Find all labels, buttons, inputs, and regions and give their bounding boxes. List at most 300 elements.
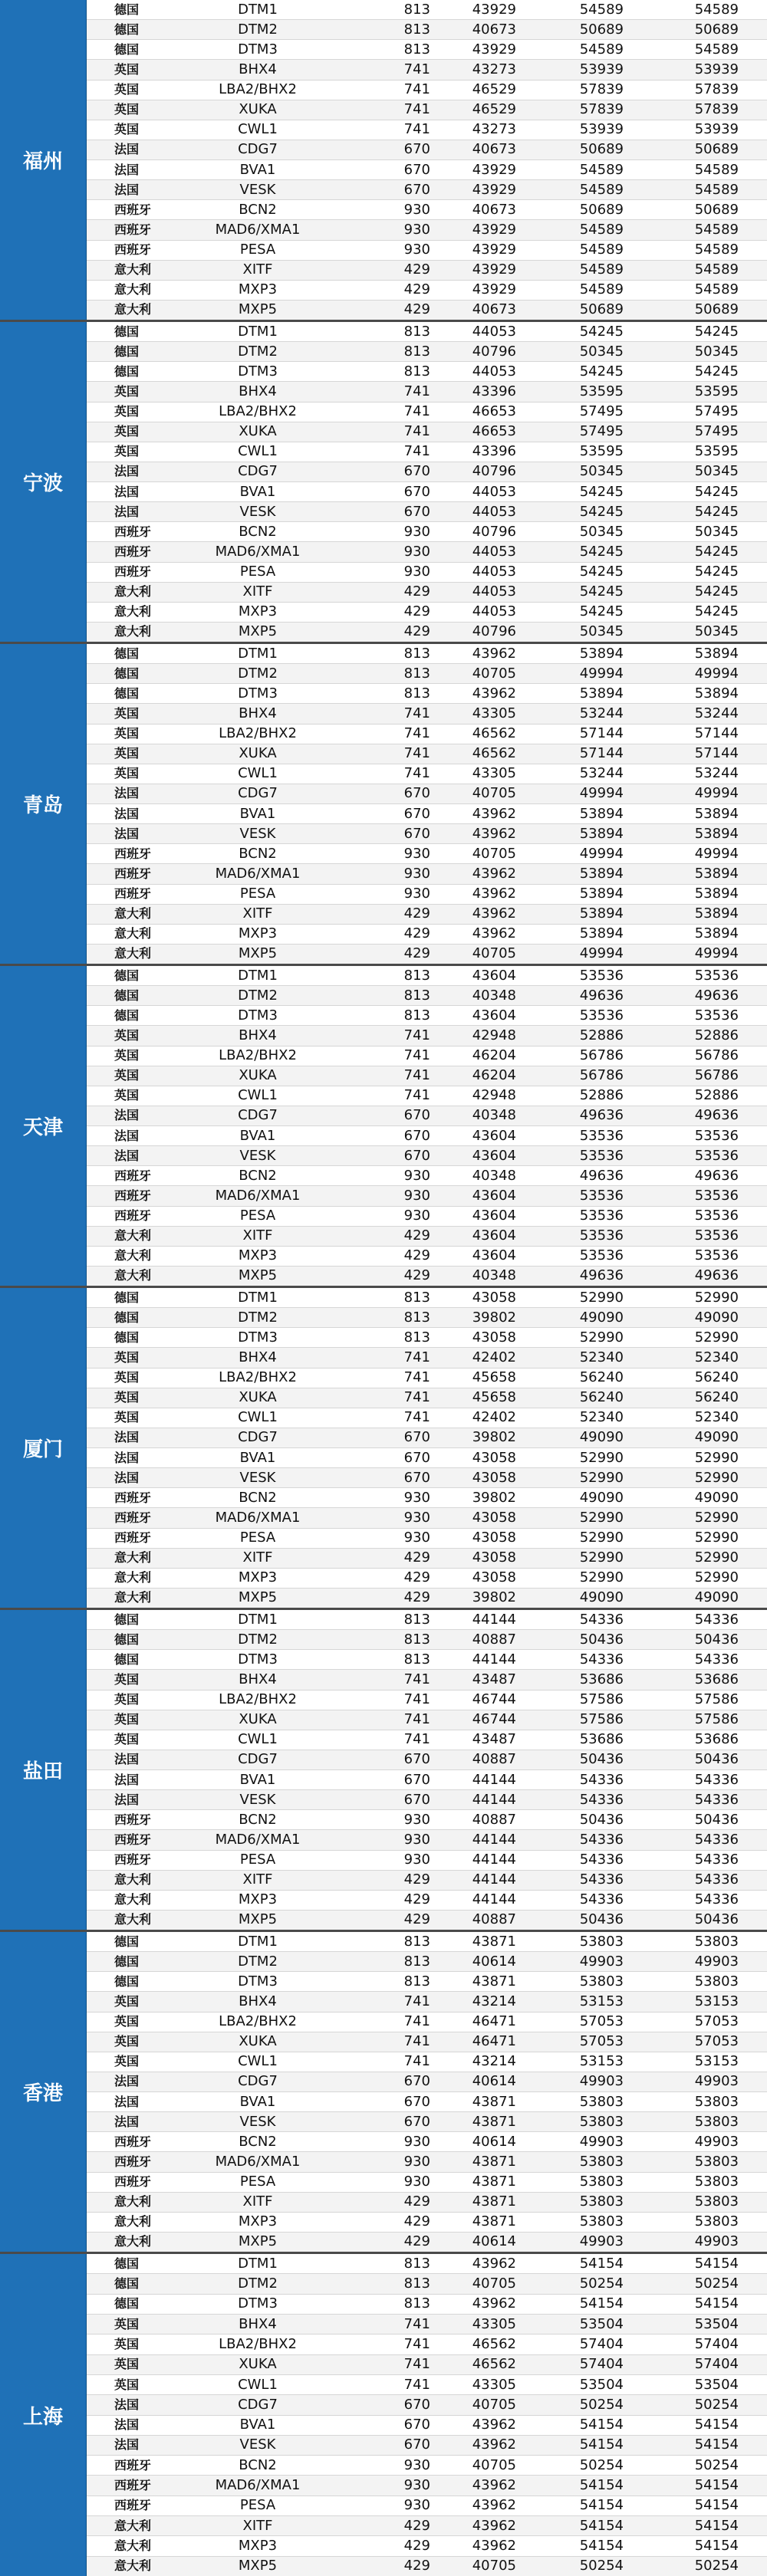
warehouse-code-cell: MXP3 (238, 281, 278, 298)
value-cell-1: 741 (403, 725, 430, 742)
table-row (87, 1691, 767, 1710)
table-row (87, 1851, 767, 1871)
table-row (87, 200, 767, 220)
value-cell-3: 53894 (579, 925, 624, 942)
value-cell-2: 40614 (472, 2133, 516, 2150)
value-cell-2: 43058 (472, 1530, 516, 1546)
warehouse-code-cell: XUKA (239, 101, 277, 118)
value-cell-1: 429 (403, 1871, 430, 1888)
value-cell-2: 43604 (472, 967, 516, 984)
city-block (0, 0, 767, 322)
table-row (87, 2496, 767, 2516)
value-cell-4: 57053 (694, 2033, 739, 2050)
value-cell-3: 49090 (579, 1429, 624, 1446)
value-cell-4: 53894 (694, 805, 739, 822)
country-cell: 西班牙 (114, 544, 152, 559)
warehouse-code-cell: DTM2 (238, 987, 278, 1004)
table-row (87, 1871, 767, 1891)
value-cell-2: 40673 (472, 301, 516, 318)
value-cell-2: 43929 (472, 181, 516, 198)
value-cell-3: 49994 (579, 945, 624, 962)
country-cell: 意大利 (114, 624, 152, 639)
country-cell: 西班牙 (114, 1812, 152, 1827)
value-cell-3: 53894 (579, 805, 624, 822)
warehouse-code-cell: MXP5 (238, 1267, 278, 1284)
warehouse-code-cell: MAD6/XMA1 (215, 221, 301, 238)
warehouse-code-cell: DTM3 (238, 685, 278, 702)
value-cell-1: 429 (403, 2538, 430, 2555)
country-cell: 西班牙 (114, 2134, 152, 2149)
value-cell-3: 54245 (579, 564, 624, 580)
table-row (87, 2052, 767, 2072)
value-cell-3: 50254 (579, 2275, 624, 2292)
country-cell: 意大利 (114, 1268, 152, 1283)
value-cell-1: 741 (403, 1409, 430, 1426)
value-cell-4: 54245 (694, 323, 739, 340)
value-cell-3: 53939 (579, 121, 624, 138)
value-cell-2: 46471 (472, 2033, 516, 2050)
country-cell: 法国 (114, 1792, 140, 1807)
warehouse-code-cell: MXP3 (238, 1891, 278, 1908)
value-cell-4: 49090 (694, 1489, 739, 1506)
value-cell-3: 53803 (579, 2213, 624, 2230)
table-row (87, 1227, 767, 1247)
value-cell-3: 52340 (579, 1349, 624, 1365)
value-cell-1: 741 (403, 423, 430, 440)
value-cell-2: 40614 (472, 2233, 516, 2250)
value-cell-2: 40673 (472, 201, 516, 218)
city-rows (87, 966, 767, 1286)
value-cell-4: 54245 (694, 564, 739, 580)
value-cell-2: 39802 (472, 1489, 516, 1506)
value-cell-2: 40796 (472, 343, 516, 360)
country-cell: 英国 (114, 705, 140, 721)
value-cell-1: 429 (403, 281, 430, 298)
value-cell-3: 49636 (579, 987, 624, 1004)
value-cell-4: 53504 (694, 2315, 739, 2332)
value-cell-2: 44053 (472, 603, 516, 620)
value-cell-2: 44144 (472, 1871, 516, 1888)
city-rows (87, 644, 767, 964)
value-cell-3: 49994 (579, 785, 624, 802)
value-cell-1: 930 (403, 1852, 430, 1868)
value-cell-1: 813 (403, 21, 430, 38)
warehouse-code-cell: CWL1 (238, 2053, 278, 2070)
value-cell-4: 50254 (694, 2275, 739, 2292)
country-cell: 英国 (114, 1712, 140, 1727)
value-cell-2: 44053 (472, 363, 516, 380)
table-row (87, 2416, 767, 2436)
value-cell-3: 53686 (579, 1731, 624, 1748)
value-cell-1: 429 (403, 1891, 430, 1908)
value-cell-4: 49090 (694, 1429, 739, 1446)
value-cell-2: 46744 (472, 1711, 516, 1728)
value-cell-4: 54154 (694, 2538, 739, 2555)
value-cell-2: 43929 (472, 1, 516, 18)
value-cell-3: 49636 (579, 1267, 624, 1284)
value-cell-4: 52990 (694, 1329, 739, 1346)
value-cell-1: 930 (403, 1831, 430, 1848)
value-cell-2: 40705 (472, 845, 516, 862)
value-cell-3: 53153 (579, 1993, 624, 2009)
warehouse-code-cell: PESA (239, 242, 276, 258)
city-name: 青岛 (0, 644, 87, 964)
value-cell-3: 54245 (579, 483, 624, 500)
country-cell: 意大利 (114, 1590, 152, 1605)
value-cell-4: 53803 (694, 2213, 739, 2230)
table-row (87, 1710, 767, 1730)
value-cell-3: 49090 (579, 1589, 624, 1606)
warehouse-code-cell: CDG7 (238, 141, 278, 158)
country-cell: 意大利 (114, 2538, 152, 2554)
value-cell-2: 43929 (472, 281, 516, 298)
value-cell-3: 52990 (579, 1329, 624, 1346)
warehouse-code-cell: MAD6/XMA1 (215, 1187, 301, 1204)
value-cell-3: 53803 (579, 1973, 624, 1990)
value-cell-1: 741 (403, 1711, 430, 1728)
table-row (87, 1428, 767, 1448)
value-cell-4: 49994 (694, 945, 739, 962)
warehouse-code-cell: CWL1 (238, 443, 278, 460)
table-row (87, 664, 767, 684)
country-cell: 英国 (114, 1671, 140, 1687)
table-row (87, 1408, 767, 1428)
country-cell: 英国 (114, 1370, 140, 1385)
value-cell-3: 54245 (579, 363, 624, 380)
table-row (87, 744, 767, 764)
table-row (87, 2375, 767, 2395)
warehouse-code-cell: BHX4 (239, 1671, 277, 1687)
value-cell-4: 49090 (694, 1309, 739, 1326)
value-cell-2: 43929 (472, 221, 516, 238)
value-cell-3: 52886 (579, 1087, 624, 1104)
value-cell-1: 741 (403, 1067, 430, 1084)
table-row (87, 1126, 767, 1146)
value-cell-3: 56240 (579, 1369, 624, 1386)
warehouse-code-cell: DTM2 (238, 665, 278, 682)
value-cell-1: 813 (403, 1289, 430, 1306)
country-cell: 意大利 (114, 584, 152, 600)
value-cell-4: 52990 (694, 1449, 739, 1466)
table-row (87, 1006, 767, 1026)
value-cell-1: 741 (403, 383, 430, 399)
value-cell-2: 40348 (472, 987, 516, 1004)
value-cell-3: 53894 (579, 865, 624, 882)
warehouse-code-cell: BVA1 (239, 2093, 276, 2110)
table-row (87, 1166, 767, 1186)
value-cell-2: 43871 (472, 2193, 516, 2210)
value-cell-3: 54589 (579, 281, 624, 298)
table-row (87, 2193, 767, 2213)
table-row (87, 2516, 767, 2536)
value-cell-2: 46204 (472, 1067, 516, 1084)
city-block (0, 1932, 767, 2254)
country-cell: 德国 (114, 41, 140, 57)
value-cell-3: 57144 (579, 725, 624, 742)
value-cell-1: 429 (403, 2517, 430, 2534)
country-cell: 英国 (114, 404, 140, 419)
warehouse-code-cell: DTM3 (238, 1007, 278, 1024)
value-cell-4: 49994 (694, 785, 739, 802)
table-row (87, 704, 767, 724)
value-cell-3: 54589 (579, 261, 624, 278)
warehouse-code-cell: VESK (239, 503, 276, 520)
value-cell-1: 930 (403, 1187, 430, 1204)
country-cell: 德国 (114, 2275, 140, 2291)
value-cell-4: 57839 (694, 81, 739, 98)
warehouse-code-cell: BVA1 (239, 1127, 276, 1144)
country-cell: 西班牙 (114, 2174, 152, 2190)
value-cell-2: 42402 (472, 1349, 516, 1365)
warehouse-code-cell: DTM2 (238, 2275, 278, 2292)
value-cell-3: 53803 (579, 2113, 624, 2130)
value-cell-3: 54336 (579, 1791, 624, 1808)
value-cell-2: 43871 (472, 2113, 516, 2130)
value-cell-4: 57144 (694, 745, 739, 762)
value-cell-4: 52340 (694, 1409, 739, 1426)
value-cell-3: 53536 (579, 1147, 624, 1164)
value-cell-2: 43487 (472, 1731, 516, 1748)
value-cell-1: 741 (403, 1369, 430, 1386)
warehouse-code-cell: LBA2/BHX2 (219, 1369, 297, 1386)
value-cell-2: 43962 (472, 2497, 516, 2514)
value-cell-3: 49994 (579, 845, 624, 862)
value-cell-1: 813 (403, 1953, 430, 1970)
table-row (87, 542, 767, 562)
country-cell: 法国 (114, 182, 140, 197)
value-cell-3: 54154 (579, 2255, 624, 2272)
warehouse-code-cell: MXP5 (238, 2233, 278, 2250)
country-cell: 法国 (114, 2417, 140, 2433)
table-row (87, 301, 767, 320)
country-cell: 德国 (114, 1612, 140, 1627)
value-cell-4: 50689 (694, 201, 739, 218)
table-row (87, 1086, 767, 1106)
value-cell-1: 741 (403, 1027, 430, 1043)
value-cell-2: 40796 (472, 463, 516, 480)
table-row (87, 2013, 767, 2032)
country-cell: 德国 (114, 21, 140, 37)
value-cell-2: 46562 (472, 725, 516, 742)
value-cell-1: 429 (403, 1911, 430, 1928)
value-cell-2: 43962 (472, 2538, 516, 2555)
warehouse-code-cell: DTM1 (238, 1289, 278, 1306)
warehouse-code-cell: XITF (242, 1871, 273, 1888)
warehouse-code-cell: VESK (239, 2436, 276, 2453)
value-cell-1: 670 (403, 1429, 430, 1446)
value-cell-4: 50254 (694, 2456, 739, 2473)
table-row (87, 1308, 767, 1328)
value-cell-4: 53803 (694, 2093, 739, 2110)
table-row (87, 804, 767, 824)
table-row (87, 2112, 767, 2132)
warehouse-code-cell: LBA2/BHX2 (219, 1047, 297, 1064)
value-cell-4: 56240 (694, 1369, 739, 1386)
value-cell-2: 43962 (472, 2517, 516, 2534)
value-cell-4: 49903 (694, 1953, 739, 1970)
warehouse-code-cell: BVA1 (239, 805, 276, 822)
table-row (87, 1670, 767, 1690)
country-cell: 法国 (114, 504, 140, 519)
country-cell: 意大利 (114, 1550, 152, 1566)
value-cell-2: 43305 (472, 2376, 516, 2393)
country-cell: 英国 (114, 2014, 140, 2029)
warehouse-code-cell: XUKA (239, 745, 277, 762)
value-cell-2: 46562 (472, 745, 516, 762)
warehouse-code-cell: BVA1 (239, 161, 276, 178)
table-row (87, 281, 767, 301)
table-row (87, 1026, 767, 1046)
value-cell-1: 670 (403, 1449, 430, 1466)
value-cell-2: 42948 (472, 1087, 516, 1104)
table-row (87, 1750, 767, 1770)
value-cell-3: 54154 (579, 2538, 624, 2555)
warehouse-code-cell: DTM1 (238, 1611, 278, 1628)
table-row (87, 1549, 767, 1569)
warehouse-code-cell: PESA (239, 1530, 276, 1546)
value-cell-2: 42948 (472, 1027, 516, 1043)
value-cell-3: 50254 (579, 2396, 624, 2413)
value-cell-1: 813 (403, 1973, 430, 1990)
value-cell-4: 54336 (694, 1791, 739, 1808)
warehouse-code-cell: CWL1 (238, 765, 278, 782)
value-cell-1: 930 (403, 221, 430, 238)
value-cell-2: 43962 (472, 2295, 516, 2312)
country-cell: 英国 (114, 102, 140, 117)
value-cell-2: 44144 (472, 1852, 516, 1868)
country-cell: 法国 (114, 2074, 140, 2089)
table-row (87, 2173, 767, 2193)
value-cell-4: 53939 (694, 121, 739, 138)
warehouse-code-cell: BCN2 (239, 845, 277, 862)
country-cell: 法国 (114, 2437, 140, 2453)
value-cell-2: 44144 (472, 1891, 516, 1908)
value-cell-1: 741 (403, 745, 430, 762)
country-cell: 法国 (114, 1430, 140, 1445)
value-cell-3: 54336 (579, 1611, 624, 1628)
value-cell-4: 53803 (694, 1933, 739, 1950)
value-cell-1: 930 (403, 523, 430, 540)
city-name: 厦门 (0, 1288, 87, 1608)
value-cell-4: 54336 (694, 1611, 739, 1628)
value-cell-2: 46471 (472, 2013, 516, 2030)
value-cell-1: 429 (403, 623, 430, 640)
country-cell: 英国 (114, 444, 140, 459)
warehouse-code-cell: MAD6/XMA1 (215, 2477, 301, 2494)
warehouse-code-cell: BHX4 (239, 1349, 277, 1365)
value-cell-4: 54336 (694, 1771, 739, 1788)
value-cell-1: 930 (403, 1811, 430, 1828)
warehouse-code-cell: DTM2 (238, 1309, 278, 1326)
value-cell-4: 50436 (694, 1631, 739, 1648)
value-cell-4: 53244 (694, 765, 739, 782)
country-cell: 德国 (114, 2256, 140, 2271)
value-cell-2: 43929 (472, 261, 516, 278)
warehouse-code-cell: BHX4 (239, 383, 277, 399)
value-cell-3: 50254 (579, 2558, 624, 2574)
country-cell: 英国 (114, 2316, 140, 2331)
warehouse-code-cell: VESK (239, 825, 276, 842)
value-cell-1: 670 (403, 805, 430, 822)
value-cell-4: 53803 (694, 2193, 739, 2210)
table-row (87, 844, 767, 864)
value-cell-4: 57586 (694, 1691, 739, 1708)
value-cell-1: 670 (403, 2093, 430, 2110)
country-cell: 西班牙 (114, 1208, 152, 1224)
value-cell-1: 930 (403, 886, 430, 902)
value-cell-4: 53894 (694, 825, 739, 842)
country-cell: 意大利 (114, 2518, 152, 2533)
warehouse-code-cell: MXP3 (238, 603, 278, 620)
value-cell-2: 43305 (472, 2315, 516, 2332)
value-cell-1: 429 (403, 1267, 430, 1284)
value-cell-4: 49636 (694, 987, 739, 1004)
value-cell-1: 813 (403, 665, 430, 682)
table-row (87, 2254, 767, 2274)
warehouse-code-cell: VESK (239, 2113, 276, 2130)
value-cell-3: 53504 (579, 2315, 624, 2332)
value-cell-3: 54336 (579, 1852, 624, 1868)
value-cell-3: 56240 (579, 1389, 624, 1406)
city-name: 天津 (0, 966, 87, 1286)
value-cell-4: 52990 (694, 1569, 739, 1586)
warehouse-code-cell: MXP5 (238, 623, 278, 640)
value-cell-4: 49636 (694, 1267, 739, 1284)
warehouse-code-cell: CWL1 (238, 1409, 278, 1426)
value-cell-3: 53536 (579, 1227, 624, 1244)
value-cell-3: 54154 (579, 2295, 624, 2312)
value-cell-4: 53803 (694, 2113, 739, 2130)
value-cell-1: 813 (403, 967, 430, 984)
value-cell-2: 40705 (472, 2558, 516, 2574)
warehouse-code-cell: XUKA (239, 423, 277, 440)
value-cell-3: 53803 (579, 2093, 624, 2110)
warehouse-code-cell: VESK (239, 181, 276, 198)
value-cell-2: 43871 (472, 2153, 516, 2170)
value-cell-2: 43604 (472, 1147, 516, 1164)
value-cell-3: 53894 (579, 886, 624, 902)
value-cell-1: 813 (403, 685, 430, 702)
value-cell-3: 56786 (579, 1067, 624, 1084)
value-cell-4: 50436 (694, 1751, 739, 1768)
country-cell: 西班牙 (114, 242, 152, 258)
value-cell-1: 670 (403, 503, 430, 520)
value-cell-3: 54336 (579, 1651, 624, 1668)
value-cell-4: 49994 (694, 665, 739, 682)
value-cell-4: 50689 (694, 301, 739, 318)
table-row (87, 1488, 767, 1508)
value-cell-3: 52990 (579, 1549, 624, 1566)
value-cell-3: 49636 (579, 1107, 624, 1124)
value-cell-4: 56786 (694, 1047, 739, 1064)
value-cell-2: 43396 (472, 383, 516, 399)
value-cell-4: 54245 (694, 583, 739, 600)
warehouse-code-cell: BHX4 (239, 2315, 277, 2332)
warehouse-code-cell: XITF (242, 583, 273, 600)
country-cell: 英国 (114, 1027, 140, 1043)
value-cell-4: 53894 (694, 685, 739, 702)
country-cell: 意大利 (114, 1570, 152, 1585)
value-cell-1: 670 (403, 1469, 430, 1486)
value-cell-4: 52340 (694, 1349, 739, 1365)
country-cell: 意大利 (114, 1248, 152, 1263)
country-cell: 德国 (114, 324, 140, 339)
city-block (0, 2254, 767, 2576)
value-cell-1: 670 (403, 1751, 430, 1768)
value-cell-1: 813 (403, 1611, 430, 1628)
value-cell-3: 56786 (579, 1047, 624, 1064)
warehouse-code-cell: BCN2 (239, 2133, 277, 2150)
